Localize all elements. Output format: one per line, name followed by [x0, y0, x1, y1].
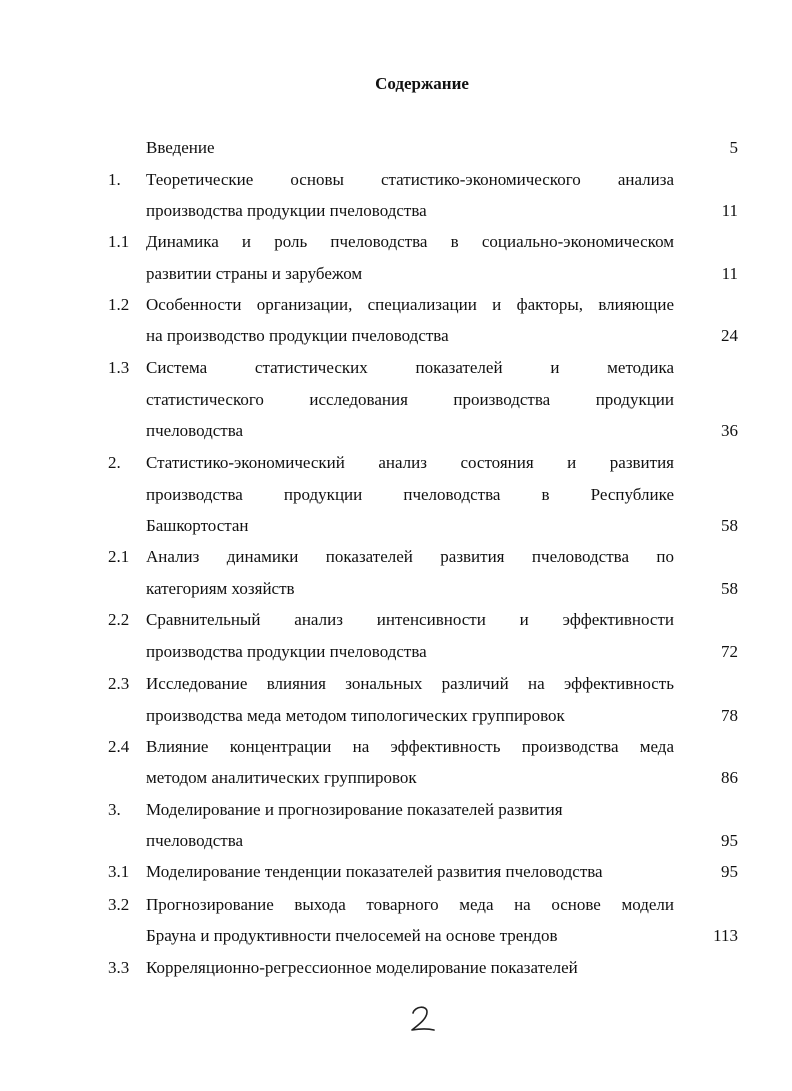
toc-entry-line: пчеловодства — [146, 421, 244, 440]
toc-entry-number: 2.2 — [108, 610, 130, 629]
toc-entry-line: Прогнозирование выхода товарного меда на основе модели — [146, 895, 674, 914]
toc-entry-number: 1.3 — [108, 358, 130, 377]
toc-entry-page: 95 — [721, 831, 738, 850]
toc-entry-line: Теоретические основы статистико-экономического анализа — [146, 170, 674, 189]
toc-entry-page: 11 — [721, 201, 738, 220]
toc-entry-page: 58 — [721, 516, 738, 535]
toc-entry-line: производства меда методом типологических группировок — [146, 706, 565, 725]
toc-entry-line: Сравнительный анализ интенсивности и эффективности — [146, 610, 674, 629]
toc-entry-line: Статистико-экономический анализ состояния и развития — [146, 453, 674, 472]
toc-entry-line: Моделирование тенденции показателей развития пчеловодства — [146, 862, 603, 881]
toc-entry-page: 11 — [721, 264, 738, 283]
toc-entry-page: 113 — [713, 926, 738, 945]
handwritten-page-number — [406, 1004, 440, 1034]
toc-entry-line: пчеловодства — [146, 831, 244, 850]
toc-entry-number: 1.2 — [108, 295, 130, 314]
toc-entry-line: Особенности организации, специализации и факторы, влияющие — [146, 295, 674, 314]
toc-entry-line: статистического исследования производства продукции — [146, 390, 674, 409]
toc-entry-line: Моделирование и прогнозирование показателей развития — [146, 800, 563, 819]
toc-entry-line: Динамика и роль пчеловодства в социально-экономическом — [146, 232, 674, 251]
toc-entry-number: 3.1 — [108, 862, 130, 881]
toc-entry-page: 72 — [721, 642, 738, 661]
page-title: Содержание — [375, 74, 469, 93]
toc-entry-page: 86 — [721, 768, 738, 787]
toc-entry-page: 36 — [721, 421, 738, 440]
toc-entry-page: 95 — [721, 862, 738, 881]
toc-entry-line: Система статистических показателей и методика — [146, 358, 674, 377]
toc-entry-line: Башкортостан — [146, 516, 249, 535]
toc-entry-line: Исследование влияния зональных различий на эффективность — [146, 674, 674, 693]
toc-entry-line: методом аналитических группировок — [146, 768, 417, 787]
toc-entry-page: 58 — [721, 579, 738, 598]
toc-entry-number: 3.3 — [108, 958, 130, 977]
toc-entry-line: производства продукции пчеловодства — [146, 201, 427, 220]
toc-entry-number: 2. — [108, 453, 121, 472]
toc-entry-number: 1.1 — [108, 232, 130, 251]
toc-entry-number: 2.4 — [108, 737, 130, 756]
toc-entry-line: развитии страны и зарубежом — [146, 264, 363, 283]
toc-entry-line: на производство продукции пчеловодства — [146, 326, 449, 345]
toc-entry-line: Корреляционно-регрессионное моделирование показателей — [146, 958, 578, 977]
toc-entry-page: 24 — [721, 326, 738, 345]
toc-entry-line: Введение — [146, 138, 215, 157]
toc-entry-number: 1. — [108, 170, 121, 189]
toc-entry-number: 2.3 — [108, 674, 130, 693]
toc-entry-line: Анализ динамики показателей развития пчеловодства по — [146, 547, 674, 566]
toc-entry-number: 2.1 — [108, 547, 130, 566]
toc-entry-line: Влияние концентрации на эффективность производства меда — [146, 737, 674, 756]
toc-entry-number: 3. — [108, 800, 121, 819]
toc-entry-line: категориям хозяйств — [146, 579, 295, 598]
toc-entry-line: Брауна и продуктивности пчелосемей на основе трендов — [146, 926, 558, 945]
toc-entry-number: 3.2 — [108, 895, 130, 914]
toc-entry-page: 78 — [721, 706, 738, 725]
toc-entry-line: производства продукции пчеловодства в Республике — [146, 485, 674, 504]
toc-entry-line: производства продукции пчеловодства — [146, 642, 427, 661]
toc-entry-page: 5 — [729, 138, 738, 157]
